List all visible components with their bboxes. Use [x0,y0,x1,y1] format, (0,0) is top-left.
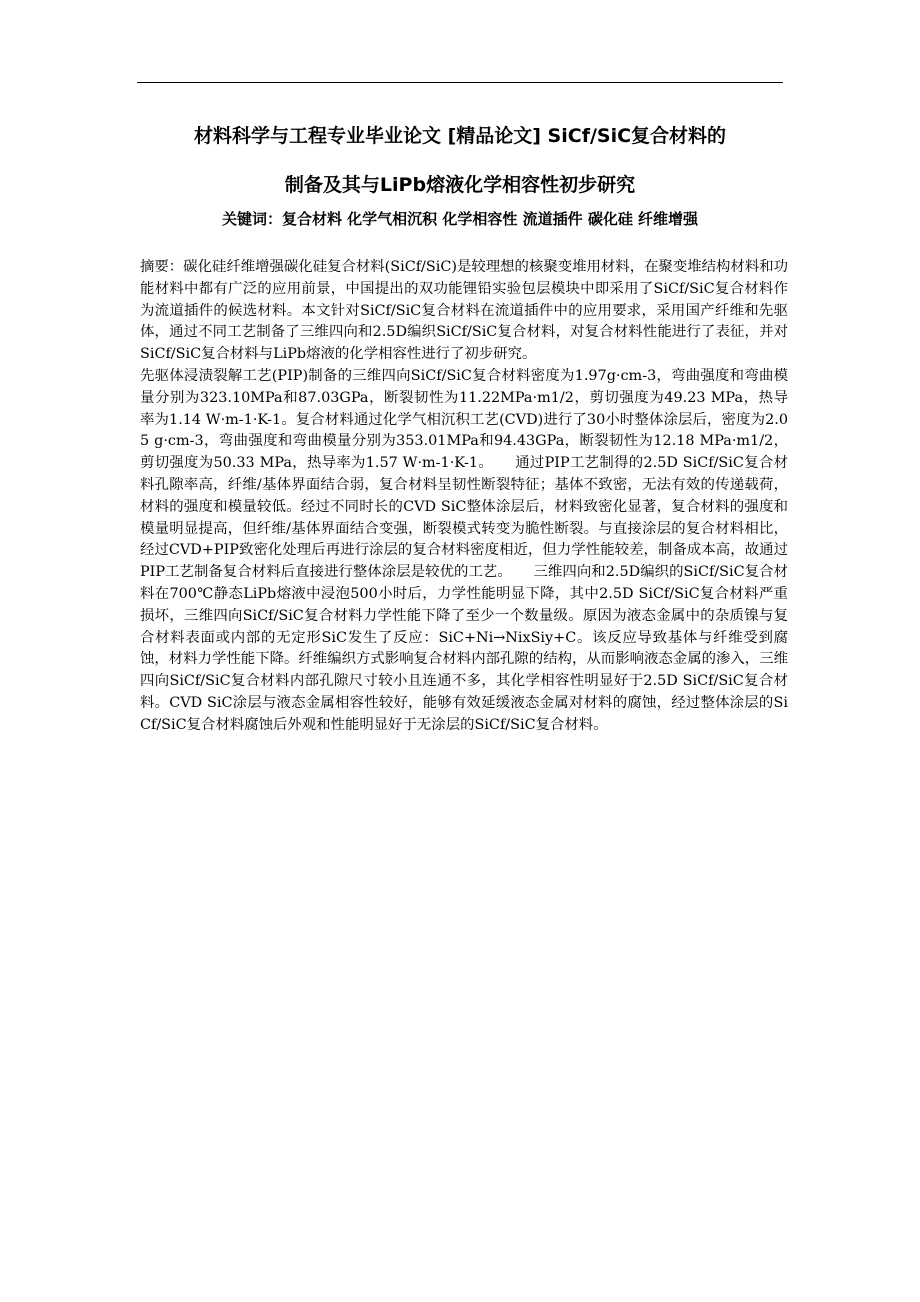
abstract-body [140,257,788,737]
abstract-paragraph-2: 先驱体浸渍裂解工艺(PIP)制备的三维四向SiCf/SiC复合材料密度为1.97g·cm-3，弯曲强度和弯曲模量分别为323.10MPa和87.03GPa，断裂韧性为11.22MPa·m1/2，剪切强度为49.23 MPa，热导率为1.14 W·m-1·K-1。复合材料通过化学气相沉积工艺(CVD)进行了30小时整体涂层后，密度为2.05 g·cm-3，弯曲强度和弯曲模量分别为353.01MPa和94.43GPa，断裂韧性为12.18 MPa·m1/2，剪切强度为50.33 MPa，热导率为1.57 W·m-1·K-1。 通过PIP工艺制得的2.5D SiCf/SiC复合材料孔隙率高，纤维/基体界面结合弱，复合材料呈韧性断裂特征；基体不致密，无法有效的传递载荷，材料的强度和模量较低。经过不同时长的CVD SiC整体涂层后，材料致密化显著，复合材料的强度和模量明显提高，但纤维/基体界面结合变强，断裂模式转变为脆性断裂。与直接涂层的复合材料相比，经过CVD+PIP致密化处理后再进行涂层的复合材料密度相近，但力学性能较差，制备成本高，故通过PIP工艺制备复合材料后直接进行整体涂层是较优的工艺。 三维四向和2.5D编织的SiCf/SiC复合材料在700℃静态LiPb熔液中浸泡500小时后，力学性能明显下降，其中2.5D SiCf/SiC复合材料严重损坏，三维四向SiCf/SiC复合材料力学性能下降了至少一个数量级。原因为液态金属中的杂质镍与复合材料表面或内部的无定形SiC发生了反应：SiC+Ni→NixSiy+C。该反应导致基体与纤维受到腐蚀，材料力学性能下降。纤维编织方式影响复合材料内部孔隙的结构，从而影响液态金属的渗入，三维四向SiCf/SiC复合材料内部孔隙尺寸较小且连通不多，其化学相容性明显好于2.5D SiCf/SiC复合材料。CVD SiC涂层与液态金属相容性较好，能够有效延缓液态金属对材料的腐蚀，经过整体涂层的SiCf/SiC复合材料腐蚀后外观和性能明显好于无涂层的SiCf/SiC复合材料。 [140,367,788,733]
header-rule [137,82,783,83]
abstract-paragraph-1: 摘要：碳化硅纤维增强碳化硅复合材料(SiCf/SiC)是较理想的核聚变堆用材料，在聚变堆结构材料和功能材料中都有广泛的应用前景，中国提出的双功能锂铅实验包层模块中即采用了SiCf/SiC复合材料作为流道插件的候选材料。本文针对SiCf/SiC复合材料在流道插件中的应用要求，采用国产纤维和先驱体，通过不同工艺制备了三维四向和2.5D编织SiCf/SiC复合材料，对复合材料性能进行了表征，并对SiCf/SiC复合材料与LiPb熔液的化学相容性进行了初步研究。 [140,259,788,363]
keywords-line: 关键词：复合材料 化学气相沉积 化学相容性 流道插件 碳化硅 纤维增强 [221,210,699,228]
document-title-line-2: 制备及其与LiPb熔液化学相容性初步研究 [284,174,636,196]
document-title-line-1: 材料科学与工程专业毕业论文 [精品论文] SiCf/SiC复合材料的 [193,125,727,147]
